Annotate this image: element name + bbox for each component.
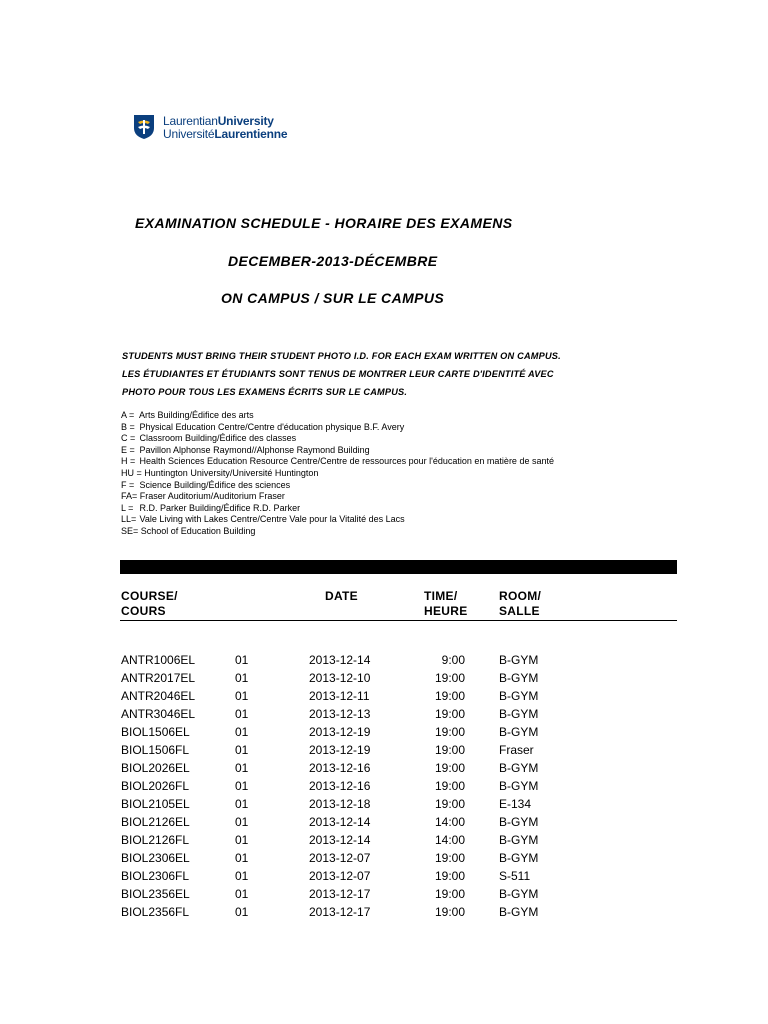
cell-time: 19:00 [434,779,465,793]
legend-code: A = [121,410,135,420]
legend-text: School of Education Building [140,525,256,536]
column-header-course [121,589,178,619]
cell-course: BIOL1506EL [121,725,190,739]
legend-item [121,491,554,503]
cell-date: 2013-12-16 [309,779,371,793]
laurentian-crest-icon [133,114,155,140]
legend-code: HU = [121,467,142,478]
cell-date: 2013-12-07 [309,851,371,865]
cell-course: BIOL2306FL [121,869,190,883]
cell-course: ANTR2046EL [121,689,196,703]
university-logo [133,114,303,144]
cell-room: B-GYM [499,689,539,703]
cell-time: 19:00 [434,869,465,883]
cell-room: Fraser [499,743,534,757]
cell-date: 2013-12-19 [309,725,371,739]
cell-section: 01 [235,725,249,739]
cell-time: 19:00 [434,671,465,685]
cell-time: 19:00 [434,905,465,919]
cell-date: 2013-12-17 [309,905,371,919]
cell-section: 01 [235,689,249,703]
table-header-bar [120,560,677,574]
logo-line-french [163,128,287,141]
page-title: EXAMINATION SCHEDULE - HORAIRE DES EXAMENS [135,215,513,231]
cell-date: 2013-12-07 [309,869,371,883]
cell-time: 19:00 [434,707,465,721]
building-legend [121,410,554,538]
cell-section: 01 [235,779,249,793]
cell-room: B-GYM [499,851,539,865]
notice-line: STUDENTS MUST BRING THEIR STUDENT PHOTO I.D. FOR EACH EXAM WRITTEN ON CAMPUS. [122,351,561,361]
cell-course: BIOL2126FL [121,833,190,847]
cell-section: 01 [235,707,249,721]
legend-code: E = [121,444,135,455]
exam-period-title: DECEMBER-2013-DÉCEMBRE [228,253,438,269]
header-divider [120,620,677,621]
cell-section: 01 [235,833,249,847]
legend-code: C = [121,433,136,444]
cell-room: B-GYM [499,653,539,667]
cell-course: ANTR1006EL [121,653,196,667]
legend-text: R.D. Parker Building/Édifice R.D. Parker [139,502,301,513]
cell-date: 2013-12-14 [309,653,371,667]
legend-item [121,422,554,434]
legend-item [121,514,554,526]
legend-text: Fraser Auditorium/Auditorium Fraser [139,491,285,502]
cell-section: 01 [235,887,249,901]
cell-section: 01 [235,905,249,919]
header-text: COURSE/ [121,589,178,603]
legend-text: Physical Education Centre/Centre d'éducation physique B.F. Avery [139,421,405,432]
cell-date: 2013-12-14 [309,815,371,829]
photo-id-notice [122,347,561,401]
cell-time: 19:00 [434,725,465,739]
cell-room: B-GYM [499,833,539,847]
cell-date: 2013-12-13 [309,707,371,721]
legend-code: H = [121,456,136,467]
cell-room: B-GYM [499,725,539,739]
notice-line: PHOTO POUR TOUS LES EXAMENS ÉCRITS SUR LE CAMPUS. [122,387,408,397]
legend-item [121,503,554,515]
header-text: COURS [121,604,166,618]
cell-room: B-GYM [499,671,539,685]
header-text: SALLE [499,604,540,618]
legend-text: Pavillon Alphonse Raymond//Alphonse Raymond Building [139,444,370,455]
logo-text-laurentian: Laurentian [163,114,218,128]
legend-item [121,433,554,445]
legend-code: SE= [121,525,139,536]
cell-room: B-GYM [499,707,539,721]
cell-room: B-GYM [499,761,539,775]
cell-course: BIOL2026FL [121,779,190,793]
header-text: TIME/ [424,589,458,603]
cell-course: ANTR2017EL [121,671,196,685]
cell-section: 01 [235,797,249,811]
legend-item [121,410,554,422]
cell-time: 14:00 [434,833,465,847]
cell-room: B-GYM [499,815,539,829]
cell-course: BIOL2356EL [121,887,190,901]
legend-text: Arts Building/Édifice des arts [139,410,254,420]
legend-text: Vale Living with Lakes Centre/Centre Vale pour la Vitalité des Lacs [139,514,405,525]
cell-date: 2013-12-19 [309,743,371,757]
legend-item [121,526,554,538]
cell-section: 01 [235,653,249,667]
cell-room: E-134 [499,797,532,811]
cell-time: 9:00 [441,653,465,667]
cell-date: 2013-12-11 [309,689,370,703]
legend-item [121,456,554,468]
cell-section: 01 [235,851,249,865]
cell-time: 19:00 [434,851,465,865]
cell-section: 01 [235,869,249,883]
cell-room: B-GYM [499,887,539,901]
legend-code: L = [121,502,134,513]
cell-section: 01 [235,671,249,685]
column-header-date [325,589,358,604]
cell-course: ANTR3046EL [121,707,196,721]
legend-text: Huntington University/Université Huntington [144,467,319,478]
header-text: HEURE [424,604,468,618]
cell-date: 2013-12-14 [309,833,371,847]
exam-location-title: ON CAMPUS / SUR LE CAMPUS [221,290,445,306]
cell-course: BIOL2356FL [121,905,190,919]
cell-room: S-511 [499,869,531,883]
legend-code: FA= [121,491,138,502]
cell-time: 19:00 [434,761,465,775]
legend-text: Science Building/Édifice des sciences [139,479,291,490]
cell-section: 01 [235,743,249,757]
legend-code: F = [121,479,135,490]
cell-room: B-GYM [499,905,539,919]
header-text: ROOM/ [499,589,542,603]
legend-item [121,468,554,480]
cell-time: 19:00 [434,797,465,811]
cell-course: BIOL2026EL [121,761,190,775]
cell-date: 2013-12-16 [309,761,371,775]
legend-text: Health Sciences Education Resource Centre/Centre de ressources pour l'éducation en matière de santé [139,456,554,467]
cell-date: 2013-12-10 [309,671,371,685]
cell-section: 01 [235,761,249,775]
header-text: DATE [325,589,358,603]
cell-date: 2013-12-18 [309,797,371,811]
cell-room: B-GYM [499,779,539,793]
legend-text: Classroom Building/Édifice des classes [139,433,297,444]
cell-section: 01 [235,815,249,829]
cell-time: 14:00 [434,815,465,829]
logo-text-universite: Université [163,127,215,141]
cell-date: 2013-12-17 [309,887,371,901]
legend-item [121,445,554,457]
legend-code: LL= [121,514,137,525]
cell-course: BIOL2306EL [121,851,190,865]
legend-code: B = [121,421,135,432]
cell-time: 19:00 [434,887,465,901]
logo-text-laurentienne: Laurentienne [214,127,288,141]
notice-line: LES ÉTUDIANTES ET ÉTUDIANTS SONT TENUS DE MONTRER LEUR CARTE D'IDENTITÉ AVEC [122,369,554,379]
cell-course: BIOL1506FL [121,743,190,757]
logo-text-university: University [217,114,274,128]
cell-time: 19:00 [434,689,465,703]
column-header-time [424,589,468,619]
cell-time: 19:00 [434,743,465,757]
cell-course: BIOL2126EL [121,815,190,829]
column-header-room [499,589,541,619]
cell-course: BIOL2105EL [121,797,190,811]
legend-item [121,480,554,492]
